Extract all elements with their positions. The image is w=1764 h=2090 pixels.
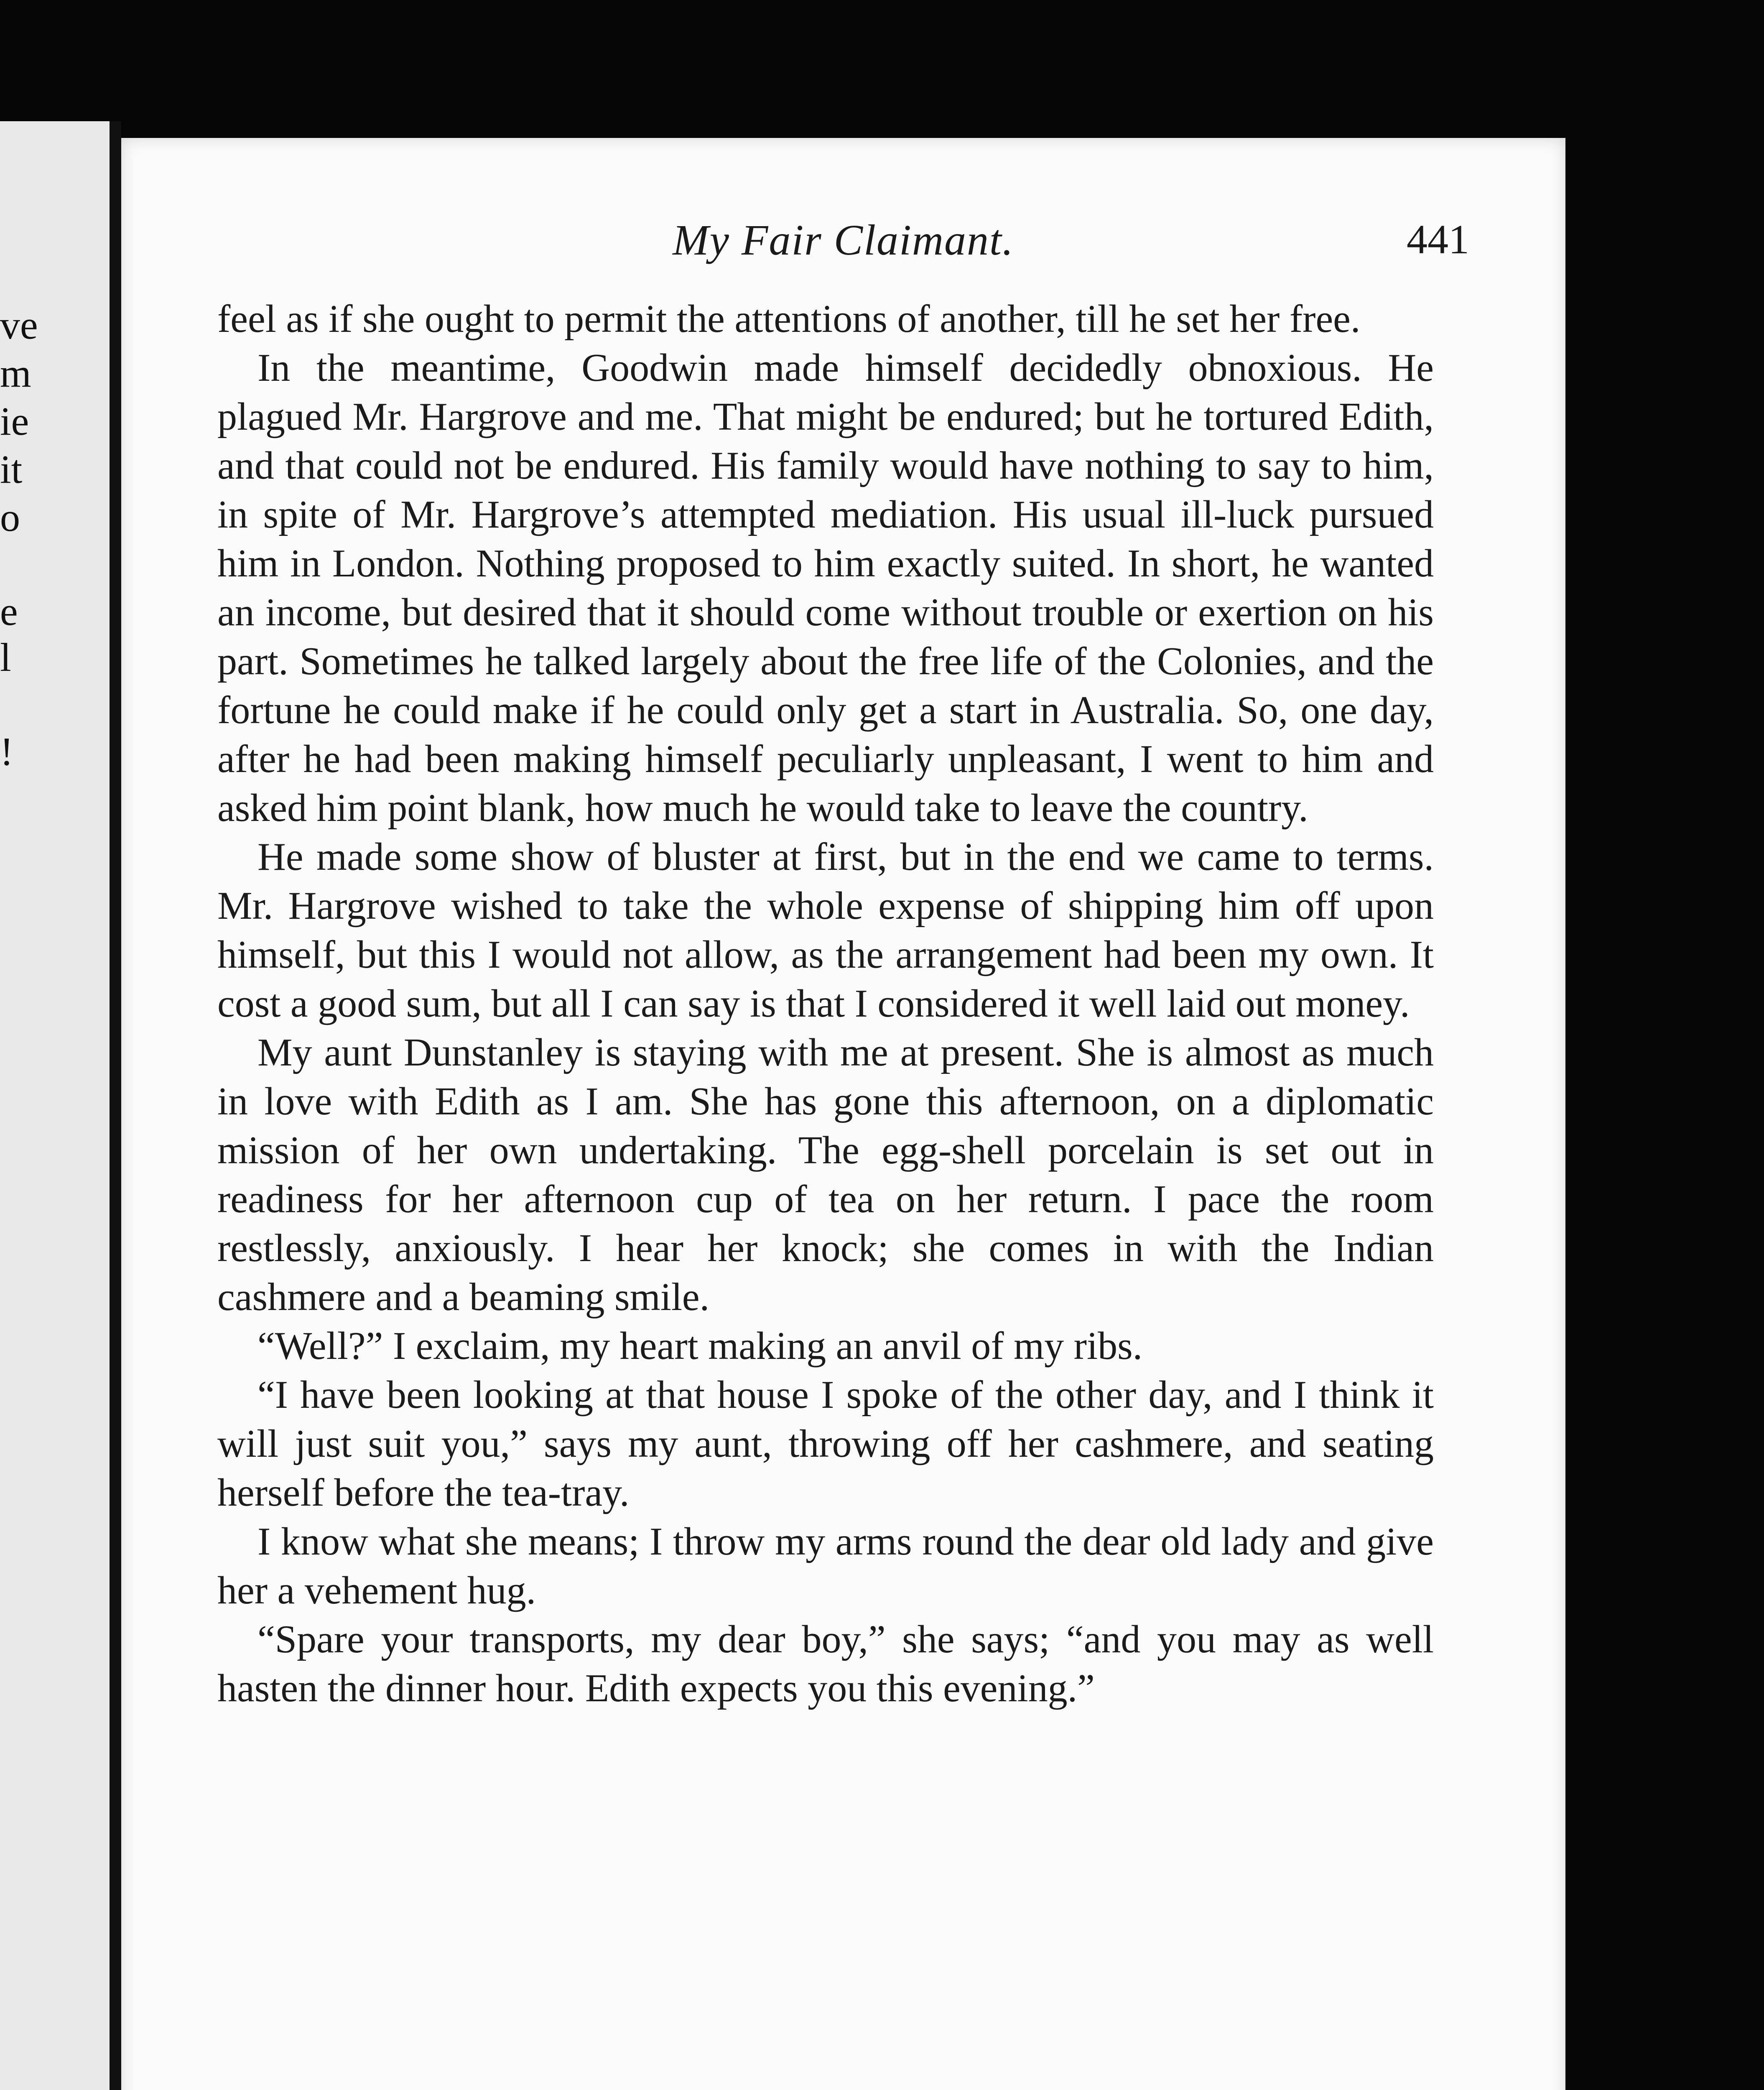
page-number: 441 [1407, 216, 1469, 263]
facing-page-fragment: l [0, 635, 11, 680]
paragraph: “I have been looking at that house I spoke of the other day, and I think it will just suit you,” says my aunt, throwing off her cashmere, and seating herself before the tea-tray. [217, 1373, 1434, 1514]
facing-page-edge [0, 121, 121, 2090]
paragraph: “Spare your transports, my dear boy,” she says; “and you may as well hasten the dinner hour. Edith expects you this evening.” [217, 1618, 1434, 1710]
book-page [121, 138, 1565, 2090]
facing-page-fragment: it [0, 447, 23, 492]
facing-page-fragment: ie [0, 399, 29, 443]
paragraph: feel as if she ought to permit the attentions of another, till he set her free. [217, 297, 1361, 341]
page-header [121, 215, 1565, 274]
paragraph: My aunt Dunstanley is staying with me at present. She is almost as much in love with Edith as I am. She has gone this afternoon, on a diplomatic mission of her own undertaking. The egg-shell porcelain is set out in readiness for her afternoon cup of tea on her return. I pace the room restlessly, anxiously. I hear her knock; she comes in with the Indian cashmere and a beaming smile. [217, 1031, 1434, 1319]
facing-page-fragment: ve [0, 303, 38, 347]
facing-page-fragment: e [0, 589, 18, 634]
facing-page-fragment: ! [0, 729, 13, 774]
paragraph: In the meantime, Goodwin made himself decidedly obnoxious. He plagued Mr. Hargrove and me. That might be endured; but he tortured Edith, and that could not be endured. His family would have nothing to say to him, in spite of Mr. Hargrove’s attempted mediation. His usual ill-luck pursued him in London. Nothing proposed to him exactly suited. In short, he wanted an income, but desired that it should come without trouble or exertion on his part. Sometimes he talked largely about the free life of the Colonies, and the fortune he could make if he could only get a start in Australia. So, one day, after he had been making himself peculiarly unpleasant, I went to him and asked him point blank, how much he would take to leave the country. [217, 346, 1434, 830]
facing-page-fragment: m [0, 351, 31, 395]
paragraph: “Well?” I exclaim, my heart making an anvil of my ribs. [257, 1324, 1143, 1368]
paragraph: He made some show of bluster at first, but in the end we came to terms. Mr. Hargrove wished to take the whole expense of shipping him off upon himself, but this I would not allow, as the arrangement had been my own. It cost a good sum, but all I can say is that I considered it well laid out money. [217, 835, 1434, 1025]
paragraph: I know what she means; I throw my arms round the dear old lady and give her a vehement hug. [217, 1520, 1434, 1612]
facing-page-fragment: o [0, 495, 20, 540]
running-title: My Fair Claimant. [673, 216, 1014, 264]
body-text [217, 295, 1434, 1713]
